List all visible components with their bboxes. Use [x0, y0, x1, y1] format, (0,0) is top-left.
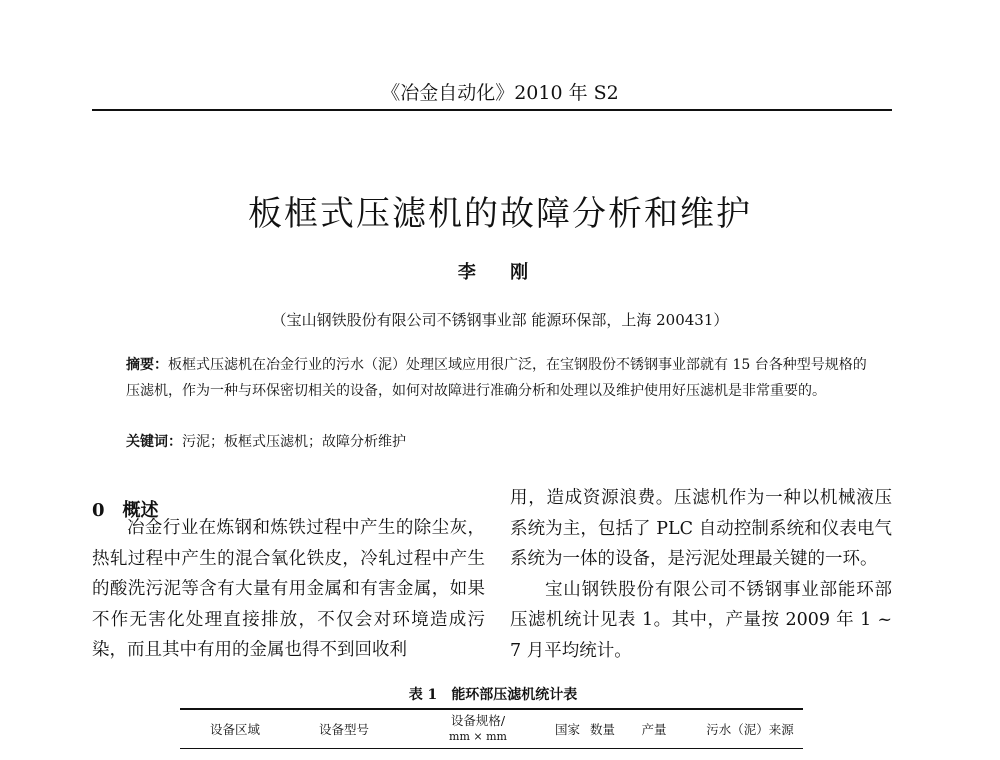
author: 李 刚	[457, 262, 543, 283]
body-paragraph: 宝山钢铁股份有限公司不锈钢事业部能环部压滤机统计见表 1。其中，产量按 2009 年 1 ~ 7 月平均统计。	[510, 579, 892, 661]
section-title: 概述	[122, 500, 159, 521]
keywords-text: 污泥；板框式压滤机；故障分析维护	[182, 434, 406, 450]
table-header-spec-line1: 设备规格/	[450, 713, 506, 728]
body-column-right	[510, 483, 892, 666]
table-header-spec-line2: mm × mm	[449, 730, 507, 743]
abstract	[126, 352, 868, 404]
abstract-label: 摘要：	[126, 357, 168, 373]
table-header-rule	[180, 748, 803, 749]
table-label: 表 1	[408, 687, 438, 703]
table-header-area: 设备区域	[209, 722, 260, 737]
section-number: 0	[92, 500, 105, 521]
header-rule	[92, 109, 892, 111]
table-top-rule	[180, 708, 803, 710]
table-header-source: 污水（泥）来源	[706, 722, 794, 737]
table-header-output: 产量	[641, 722, 667, 737]
body-paragraph: 用，造成资源浪费。压滤机作为一种以机械液压系统为主，包括了 PLC 自动控制系统和仪表电气系统为一体的设备，是污泥处理最关键的一环。	[510, 488, 892, 569]
journal-header: 《冶金自动化》2010 年 S2	[381, 82, 619, 104]
table-caption-text: 能环部压滤机统计表	[451, 687, 578, 703]
table-header-country-qty: 国家 数量	[555, 722, 615, 737]
abstract-text: 板框式压滤机在冶金行业的污水（泥）处理区域应用很广泛，在宝钢股份不锈钢事业部就有 15 台各种型号规格的压滤机，作为一种与环保密切相关的设备，如何对故障进行准确分析和处理以及维护使用好压滤机是非常重要的。	[126, 357, 867, 399]
keywords	[126, 431, 868, 451]
keywords-label: 关键词：	[126, 434, 182, 450]
table-caption	[0, 684, 1000, 704]
paper-title: 板框式压滤机的故障分析和维护	[248, 194, 752, 234]
body-column-left	[92, 513, 485, 666]
table-header-model: 设备型号	[318, 722, 369, 737]
body-paragraph: 冶金行业在炼钢和炼铁过程中产生的除尘灰，热轧过程中产生的混合氧化铁皮，冷轧过程中产生的酸洗污泥等含有大量有用金属和有害金属，如果不作无害化处理直接排放，不仅会对环境造成污染，而且其中有用的金属也得不到回收利	[92, 518, 485, 660]
affiliation: （宝山钢铁股份有限公司不锈钢事业部 能源环保部，上海 200431）	[271, 311, 729, 329]
table-header-spec	[430, 713, 526, 745]
